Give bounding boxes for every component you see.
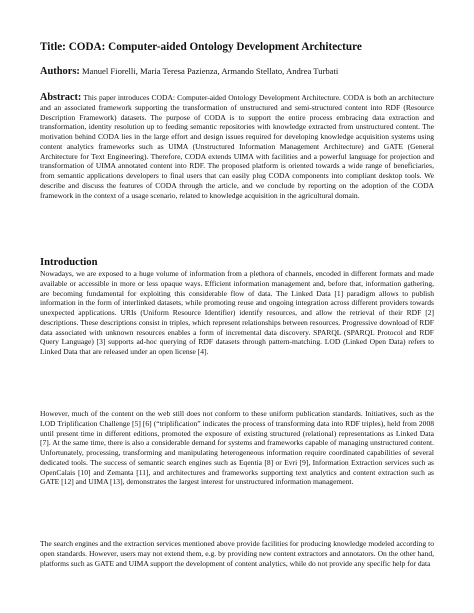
abstract-label: Abstract: — [40, 92, 82, 103]
abstract-block — [40, 93, 434, 200]
abstract-text: This paper introduces CODA: Computer-aided Ontology Development Architecture. CODA is both an architecture and an associated framework supporting the transformation of unstructured and semi-structured content into RDF (Resource Description Framework) datasets. The purpose of CODA is to support the entire process embracing data extraction and transformation, identity resolution up to feeding semantic repositories with knowledge extracted from unstructured content. The motivation behind CODA lies in the large effort and design issues required for developing knowledge acquisition systems using content analytics frameworks such as UIMA (Unstructured Information Management Architecture) and GATE (General Architecture for Text Engineering). Therefore, CODA extends UIMA with facilities and a powerful language for projection and transformation of UIMA annotated content into RDF. The proposed platform is oriented towards a wide range of beneficiaries, from semantic applications developers to final users that can easily plug CODA components into compliant desktop tools. We describe and discuss the features of CODA through the article, and we conclude by reporting on the adoption of the CODA framework in the context of a usage scenario, related to knowledge acquisition in the agricultural domain. — [40, 93, 434, 200]
paper-title: Title: CODA: Computer-aided Ontology Development Architecture — [40, 41, 362, 53]
intro-paragraph-3: The search engines and the extraction services mentioned above provide facilities for producing knowledge modeled according to open standards. However, users may not extend them, e.g. by providing new content extractors and annotators. On the other hand, platforms such as GATE and UIMA support the development of content analytics, while do not provide any specific help for data — [40, 539, 434, 568]
intro-paragraph-2: However, much of the content on the web still does not conform to these uniform publication standards. Initiatives, such as the LOD Triplification Challenge [5] [6] (“triplification” indicates the process of transforming data into RDF triples), held from 2008 until present time in different editions, promoted the exposure of existing structured (relational) representations as Linked Data [7]. At the same time, there is also a considerable demand for systems and frameworks capable of managing unstructured content. Unfortunately, processing, transforming and manipulating heterogeneous information require coordinated capabilities of several dedicated tools. The success of semantic search engines such as Eqentia [8] or Evri [9], Information Extraction services such as OpenCalais [10] and Zemanta [11], and architectures and frameworks supporting text analytics and content extraction such as GATE [12] and UIMA [13], demonstrates the largest interest for unstructured information management. — [40, 409, 434, 487]
authors-label: Authors: — [40, 66, 80, 77]
intro-paragraph-1: Nowadays, we are exposed to a huge volume of information from a plethora of channels, encoded in different formats and made available or accessible in more or less opaque ways. Efficient information management and, before that, information gathering, are becoming fundamental for exploiting this considerable flow of data. The Linked Data [1] paradigm allows to publish information in the form of interlinked datasets, while promoting reuse and ongoing integration across different providers towards unexpected applications. URIs (Uniform Resource Identifier) identify resources, and allow the retrieval of their RDF [2] descriptions. These descriptions consist in triples, which represent relationships between resources. Progressive download of RDF data associated with unknown resources enables a form of incremental data discovery. SPARQL (SPARQL Protocol and RDF Query Language) [3] supports ad-hoc querying of RDF datasets through pattern-matching. LOD (Linked Open Data) refers to Linked Data that are released under an open license [4]. — [40, 269, 434, 356]
authors-line — [40, 66, 440, 77]
authors-list: Manuel Fiorelli, Maria Teresa Pazienza, Armando Stellato, Andrea Turbati — [82, 66, 339, 76]
introduction-heading: Introduction — [40, 257, 98, 268]
